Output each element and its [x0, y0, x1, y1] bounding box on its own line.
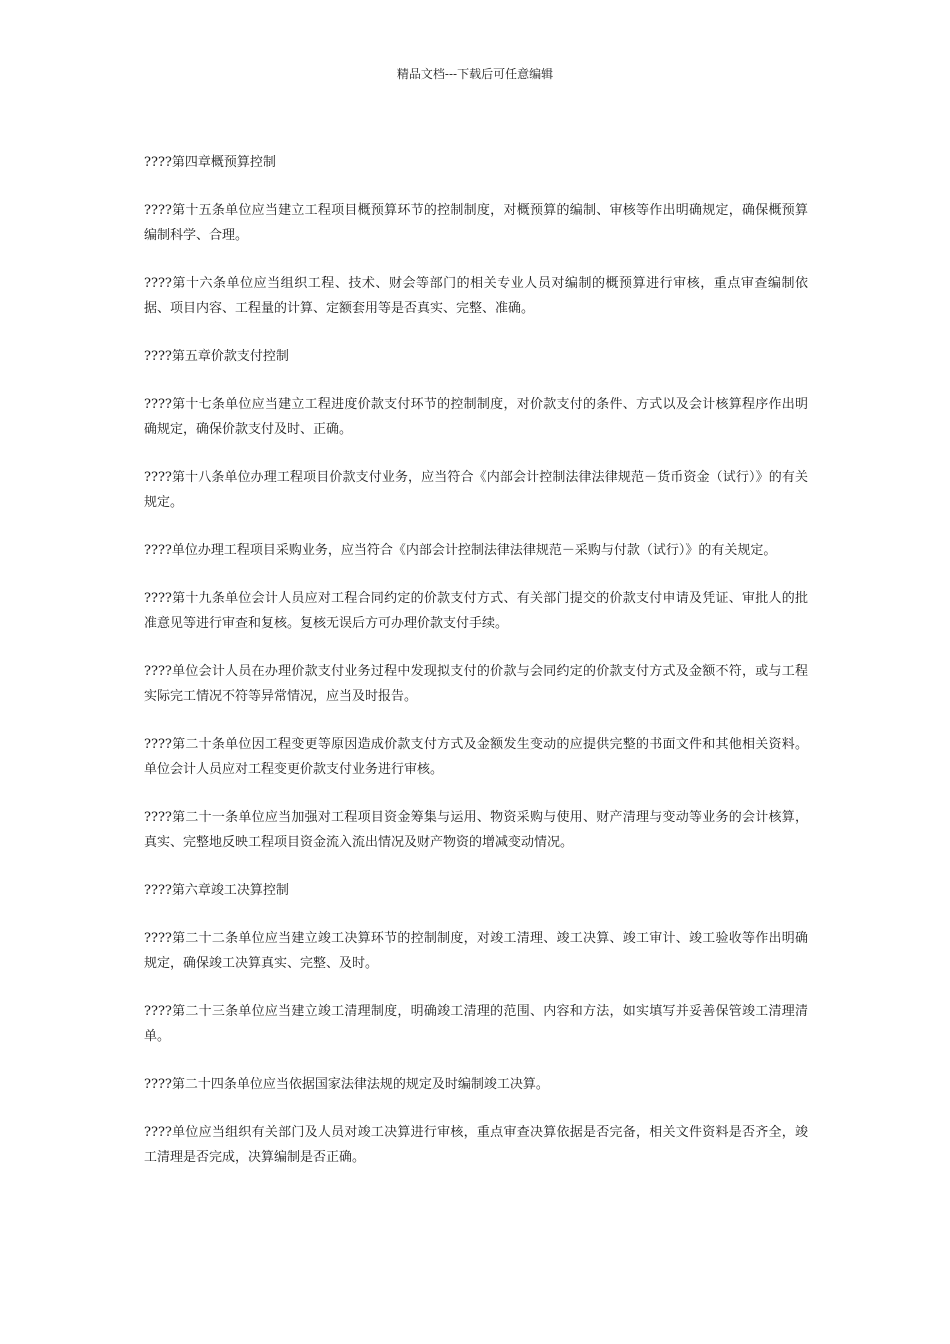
article-paragraph: ????第二十二条单位应当建立竣工决算环节的控制制度，对竣工清理、竣工决算、竣工审计、竣工验收等作出明确规定，确保竣工决算真实、完整、及时。: [144, 931, 808, 971]
chapter-heading: ????第五章价款支付控制: [144, 349, 289, 364]
chapter-heading: ????第六章竣工决算控制: [144, 883, 289, 898]
article-paragraph: ????单位应当组织有关部门及人员对竣工决算进行审核，重点审查决算依据是否完备，相关文件资料是否齐全，竣工清理是否完成，决算编制是否正确。: [144, 1125, 808, 1165]
article-paragraph: ????第二十条单位因工程变更等原因造成价款支付方式及金额发生变动的应提供完整的书面文件和其他相关资料。单位会计人员应对工程变更价款支付业务进行审核。: [144, 737, 808, 777]
article-paragraph: ????第十七条单位应当建立工程进度价款支付环节的控制制度，对价款支付的条件、方式以及会计核算程序作出明确规定，确保价款支付及时、正确。: [144, 397, 808, 437]
page-header: 精品文档---下载后可任意编辑: [396, 67, 554, 81]
article-paragraph: ????第二十四条单位应当依据国家法律法规的规定及时编制竣工决算。: [144, 1077, 549, 1092]
article-paragraph: ????第十九条单位会计人员应对工程合同约定的价款支付方式、有关部门提交的价款支付申请及凭证、审批人的批准意见等进行审查和复核。复核无误后方可办理价款支付手续。: [144, 591, 808, 631]
chapter-heading: ????第四章概预算控制: [144, 155, 276, 170]
article-paragraph: ????单位会计人员在办理价款支付业务过程中发现拟支付的价款与会同约定的价款支付方式及金额不符，或与工程实际完工情况不符等异常情况，应当及时报告。: [144, 664, 808, 704]
article-paragraph: ????第十六条单位应当组织工程、技术、财会等部门的相关专业人员对编制的概预算进行审核，重点审查编制依据、项目内容、工程量的计算、定额套用等是否真实、完整、准确。: [144, 276, 808, 316]
article-paragraph: ????第二十三条单位应当建立竣工清理制度，明确竣工清理的范围、内容和方法，如实填写并妥善保管竣工清理清单。: [144, 1004, 808, 1044]
article-paragraph: ????第十五条单位应当建立工程项目概预算环节的控制制度，对概预算的编制、审核等作出明确规定，确保概预算编制科学、合理。: [144, 203, 808, 243]
article-paragraph: ????第十八条单位办理工程项目价款支付业务，应当符合《内部会计控制法律法律规范－货币资金（试行）》的有关规定。: [144, 470, 808, 510]
document-body: [144, 150, 808, 1193]
article-paragraph: ????单位办理工程项目采购业务，应当符合《内部会计控制法律法律规范－采购与付款（试行）》的有关规定。: [144, 543, 777, 558]
article-paragraph: ????第二十一条单位应当加强对工程项目资金筹集与运用、物资采购与使用、财产清理与变动等业务的会计核算，真实、完整地反映工程项目资金流入流出情况及财产物资的增减变动情况。: [144, 810, 808, 850]
